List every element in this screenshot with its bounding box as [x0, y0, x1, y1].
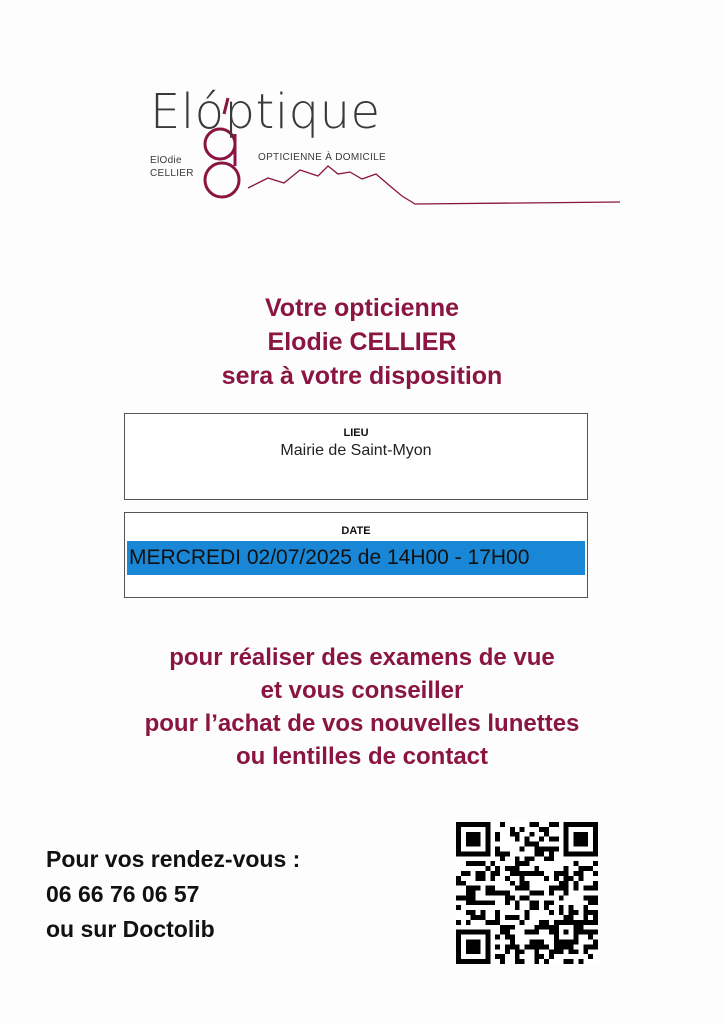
headline-line-1: Votre opticienne: [264, 294, 459, 322]
contact-block: [46, 842, 300, 947]
logo-name: [150, 154, 194, 180]
date-label: DATE: [341, 525, 371, 537]
message-line-4: ou lentilles de contact: [235, 743, 489, 770]
message-line-1: pour réaliser des examens de vue: [169, 644, 555, 671]
lieu-label: LIEU: [343, 427, 369, 439]
logo-tagline: OPTICIENNE À DOMICILE: [258, 152, 386, 163]
contact-intro: Pour vos rendez-vous :: [46, 846, 301, 872]
contact-doctolib: ou sur Doctolib: [46, 916, 215, 942]
logo-wordmark: Elóptique: [150, 84, 381, 140]
eloptique-logo: [140, 84, 620, 214]
headline-line-2: Elodie CELLIER: [267, 328, 457, 356]
lieu-value: Mairie de Saint-Myon: [280, 442, 432, 459]
message-line-3: pour l’achat de vos nouvelles lunettes: [144, 710, 580, 737]
service-message: [0, 641, 724, 773]
logo-name-last: CELLIER: [150, 168, 194, 179]
lieu-box: [124, 413, 588, 500]
headline-line-3: sera à votre disposition: [221, 362, 503, 390]
message-line-2: et vous conseiller: [260, 677, 464, 704]
qr-code-icon: [456, 822, 598, 964]
headline: [0, 291, 724, 393]
date-box: [124, 512, 588, 598]
logo-name-first: ElOdie: [150, 155, 182, 166]
contact-phone[interactable]: 06 66 76 06 57: [46, 881, 200, 907]
date-value: MERCREDI 02/07/2025 de 14H00 - 17H00: [127, 541, 585, 575]
qr-code-graphic: [456, 822, 598, 964]
